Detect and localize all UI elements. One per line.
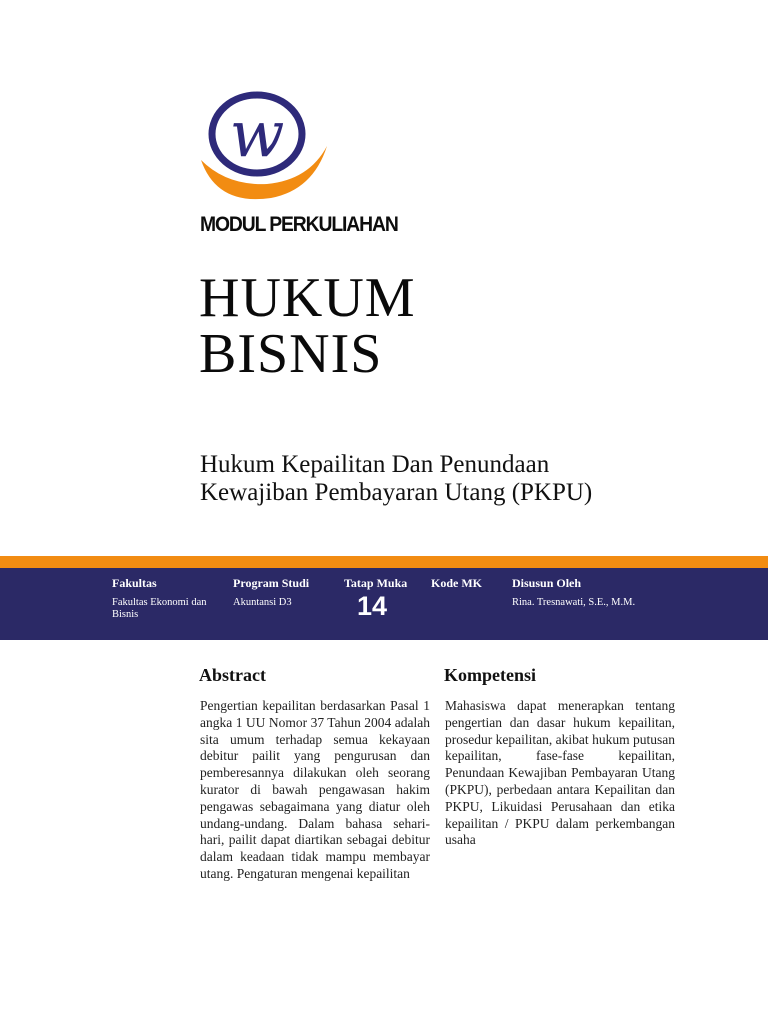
disusun-oleh-value: Rina. Tresnawati, S.E., M.M.	[512, 597, 636, 608]
abstract-heading: Abstract	[199, 665, 266, 685]
tatap-muka-label: Tatap Muka	[344, 576, 408, 590]
program-studi-label: Program Studi	[233, 576, 310, 590]
title-line-1: HUKUM	[199, 267, 416, 329]
kode-mk-label: Kode MK	[431, 576, 482, 590]
svg-text:w: w	[229, 98, 285, 172]
page-title	[199, 267, 416, 385]
tatap-muka-value: 14	[357, 591, 388, 621]
fakultas-label: Fakultas	[112, 576, 157, 590]
subtitle-line-1: Hukum Kepailitan Dan Penundaan	[200, 451, 550, 478]
university-logo	[197, 88, 329, 208]
fakultas-value: Fakultas Ekonomi dan Bisnis	[112, 597, 207, 620]
orange-divider	[0, 556, 768, 568]
title-line-2: BISNIS	[199, 323, 383, 385]
subtitle-line-2: Kewajiban Pembayaran Utang (PKPU)	[200, 479, 593, 506]
kompetensi-heading: Kompetensi	[444, 665, 536, 685]
module-label: MODUL PERKULIAHAN	[200, 213, 398, 236]
disusun-oleh-column	[512, 576, 635, 609]
kode-mk-column	[431, 576, 482, 597]
disusun-oleh-label: Disusun Oleh	[512, 576, 582, 590]
kompetensi-text: Mahasiswa dapat menerapkan tentang pengertian dan dasar hukum kepailitan, prosedur kepailitan, akibat hukum putusan kepailitan, fase-fase kepailitan, Penundaan Kewajiban Pembayaran Utang (PKPU), perbedaan antara Kepailitan dan PKPU, Likuidasi Perusahaan dan etika kepailitan / PKPU dalam perkembangan usaha	[445, 698, 675, 848]
program-studi-column	[233, 576, 309, 609]
abstract-text: Pengertian kepailitan berdasarkan Pasal 1 angka 1 UU Nomor 37 Tahun 2004 adalah sita umum terhadap semua kekayaan debitur pailit yang pengurusan dan pemberesannya dilakukan oleh seorang kurator di bawah pengawasan hakim pengawas sebagaimana yang diatur oleh undang-undang. Dalam bahasa sehari-hari, pailit dapat diartikan sebagai debitur dalam keadaan tidak mampu membayar utang. Pengaturan mengenai kepailitan	[200, 698, 430, 881]
tatap-muka-column	[344, 576, 407, 620]
subtitle	[200, 451, 592, 507]
fakultas-column	[112, 576, 207, 621]
course-info-band	[0, 568, 768, 640]
program-studi-value: Akuntansi D3	[233, 597, 292, 608]
